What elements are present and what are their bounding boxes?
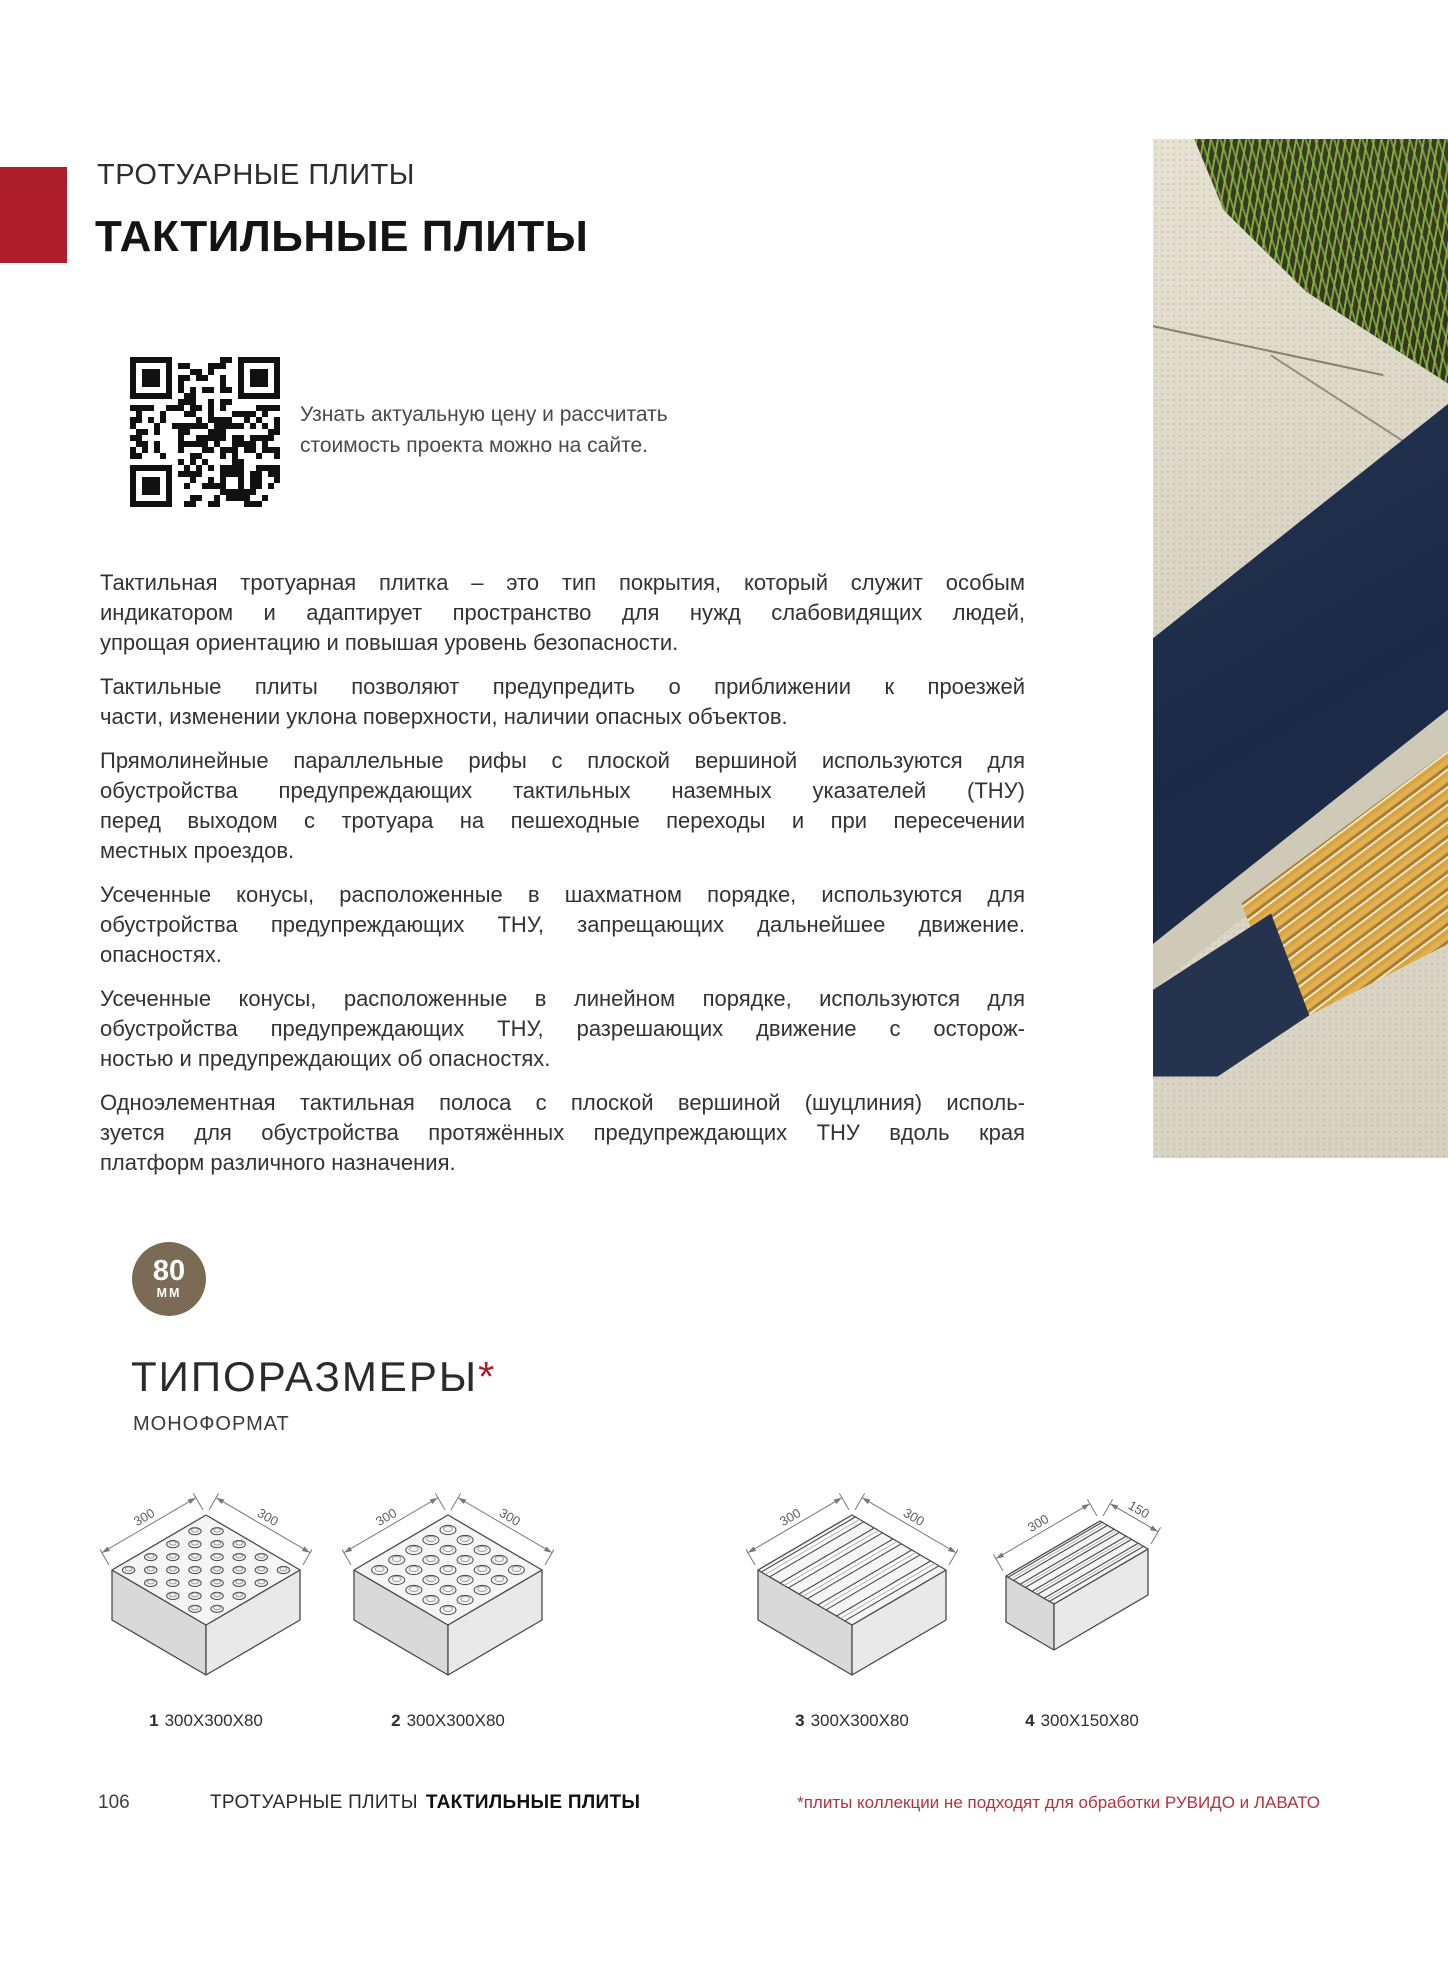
slab-size: 300X150X80: [1040, 1711, 1139, 1730]
sizes-heading-asterisk: *: [478, 1353, 497, 1400]
slab-size: 300X300X80: [164, 1711, 263, 1730]
paragraph-line: платформ различного назначения.: [100, 1150, 456, 1175]
footer-breadcrumb-page: ТАКТИЛЬНЫЕ ПЛИТЫ: [425, 1792, 641, 1813]
slab-label: [976, 1711, 1188, 1731]
slab-number: 1: [149, 1711, 159, 1730]
paragraph-line: индикатором и адаптирует пространство для нужд слабовидящих людей,: [100, 600, 1025, 625]
qr-caption: [300, 399, 668, 461]
paragraph-line: части, изменении уклона поверхности, наличии опасных объектов.: [100, 704, 788, 729]
svg-text:300: 300: [496, 1505, 524, 1529]
slab-number: 2: [391, 1711, 401, 1730]
slab-number: 3: [795, 1711, 805, 1730]
slab-diagram-cones-linear: [342, 1492, 554, 1697]
paragraph-line: Усеченные конусы, расположенные в линейном порядке, используются для: [100, 986, 1025, 1011]
paragraph-line: Тактильные плиты позволяют предупредить о приближении к проезжей: [100, 674, 1025, 699]
paragraph-line: обустройства предупреждающих ТНУ, разрешающих движение с осторож-: [100, 1016, 1025, 1041]
paragraph-line: опасностях.: [100, 942, 222, 967]
paragraph-line: Усеченные конусы, расположенные в шахматном порядке, используются для: [100, 882, 1025, 907]
thickness-unit: ММ: [156, 1286, 182, 1301]
svg-text:300: 300: [254, 1505, 282, 1529]
footer-note: *плиты коллекции не подходят для обработки РУВИДО и ЛАВАТО: [797, 1793, 1320, 1812]
paragraph: [100, 672, 1025, 732]
sizes-heading-text: ТИПОРАЗМЕРЫ: [131, 1353, 479, 1400]
slab-size: 300X300X80: [406, 1711, 505, 1730]
paragraph: [100, 1088, 1025, 1178]
qr-code-icon: [130, 357, 280, 507]
paragraph: [100, 568, 1025, 658]
paragraph-line: Прямолинейные параллельные рифы с плоской вершиной используются для: [100, 748, 1025, 773]
paragraph-line: перед выходом с тротуара на пешеходные переходы и при пересечении: [100, 808, 1025, 833]
slab-label: [342, 1711, 554, 1731]
svg-text:150: 150: [1125, 1497, 1153, 1522]
footer-page-number: 106: [98, 1792, 130, 1813]
footer-breadcrumb-section: ТРОТУАРНЫЕ ПЛИТЫ: [210, 1792, 418, 1813]
qr-caption-line-1: Узнать актуальную цену и рассчитать: [300, 403, 668, 426]
svg-text:300: 300: [372, 1505, 400, 1529]
slab-label: [746, 1711, 958, 1731]
brand-red-square: [0, 167, 67, 263]
slab-number: 4: [1025, 1711, 1035, 1730]
paragraph-line: Тактильная тротуарная плитка – это тип покрытия, который служит особым: [100, 570, 1025, 595]
paragraph-line: местных проездов.: [100, 838, 295, 863]
sizes-heading: [131, 1353, 497, 1400]
paragraph: [100, 984, 1025, 1074]
slab-figure-1: [100, 1492, 312, 1731]
qr-code: [130, 357, 280, 507]
paragraph-line: обустройства предупреждающих ТНУ, запрещающих дальнейшее движение.: [100, 912, 1025, 937]
svg-text:300: 300: [900, 1505, 928, 1529]
paragraph-line: упрощая ориентацию и повышая уровень безопасности.: [100, 630, 679, 655]
paragraph-line: Одноэлементная тактильная полоса с плоской вершиной (шуцлиния) исполь-: [100, 1090, 1025, 1115]
slab-size: 300X300X80: [810, 1711, 909, 1730]
svg-text:300: 300: [130, 1505, 158, 1529]
slab-diagram-ribs-half: [976, 1492, 1188, 1697]
paragraph: [100, 880, 1025, 970]
slab-figure-3: [746, 1492, 958, 1731]
photo-tactile-pavement: [1153, 139, 1448, 1158]
sizes-subheading: МОНОФОРМАТ: [133, 1413, 290, 1435]
thickness-badge: [132, 1242, 206, 1316]
paragraph-line: зуется для обустройства протяжённых предупреждающих ТНУ вдоль края: [100, 1120, 1025, 1145]
slab-label: [100, 1711, 312, 1731]
paragraph-line: обустройства предупреждающих тактильных наземных указателей (ТНУ): [100, 778, 1025, 803]
slab-figure-2: [342, 1492, 554, 1731]
section-eyebrow: ТРОТУАРНЫЕ ПЛИТЫ: [97, 159, 415, 191]
paragraph-line: ностью и предупреждающих об опасностях.: [100, 1046, 551, 1071]
slab-figure-4: [976, 1492, 1188, 1731]
qr-caption-line-2: стоимость проекта можно на сайте.: [300, 434, 648, 457]
thickness-value: 80: [152, 1255, 186, 1288]
page-title: ТАКТИЛЬНЫЕ ПЛИТЫ: [95, 212, 589, 261]
footer-breadcrumb: [210, 1792, 640, 1814]
slab-diagram-ribs: [746, 1492, 958, 1697]
paragraph: [100, 746, 1025, 866]
intro-paragraphs: [100, 568, 1025, 1192]
svg-text:300: 300: [1024, 1511, 1052, 1535]
slab-diagram-cones-staggered: [100, 1492, 312, 1697]
svg-text:300: 300: [776, 1505, 804, 1529]
